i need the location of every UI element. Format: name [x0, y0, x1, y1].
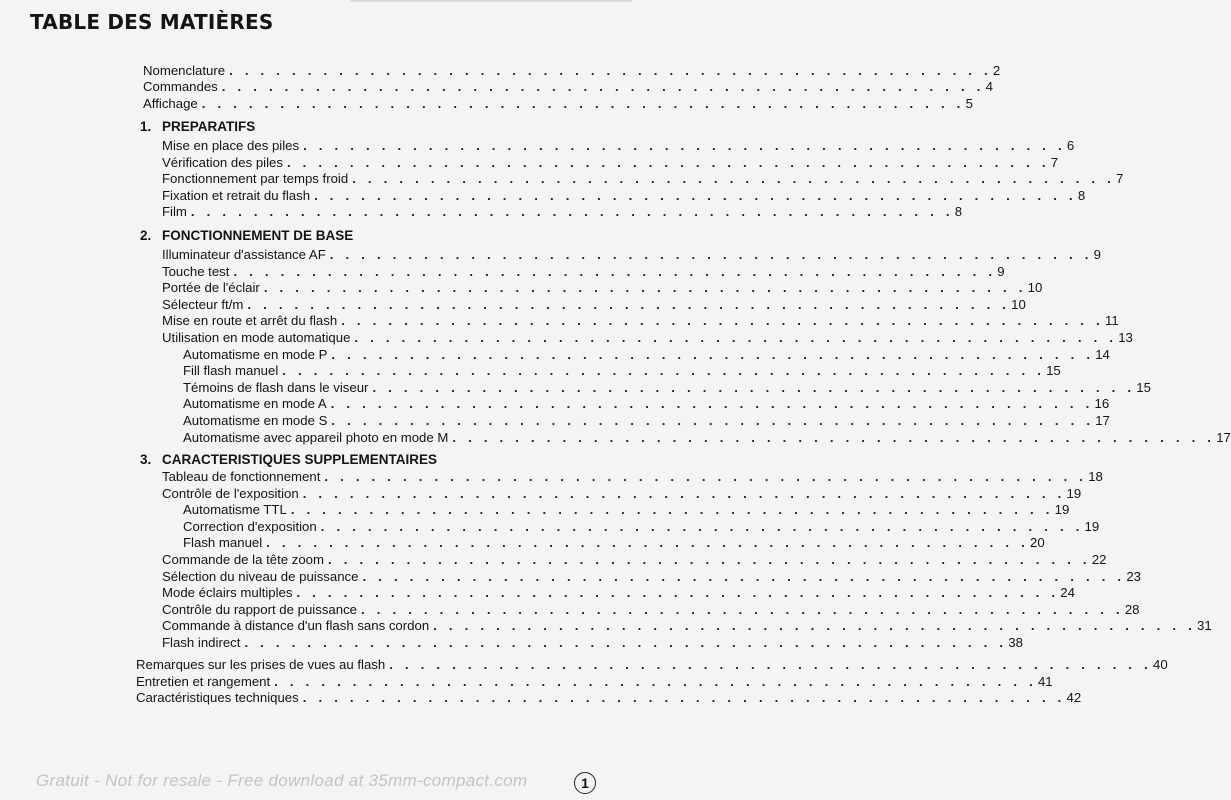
toc-entry	[162, 602, 1140, 618]
toc-entry-label: Utilisation en mode automatique	[162, 330, 351, 345]
dot-leader: . . . . . . . . . . . . . . . . . . . . . . . . . . . . . . . . . . . . . . . . . . . . . . . . .	[274, 674, 1037, 689]
toc-entry-page: 41	[1037, 674, 1053, 689]
toc-entry	[183, 535, 1045, 551]
toc-entry-label: Affichage	[143, 96, 198, 111]
toc-entry	[162, 618, 1212, 634]
dot-leader: . . . . . . . . . . . . . . . . . . . . . . . . . . . . . . . . . . . . . . . . . . . . . . . . .	[320, 519, 1084, 534]
toc-entry	[162, 264, 1005, 280]
toc-entry-label: Portée de l'éclair	[162, 280, 260, 295]
toc-entry-page: 14	[1095, 347, 1110, 362]
toc-entry-page: 24	[1060, 585, 1075, 600]
toc-entry	[183, 347, 1110, 363]
dot-leader: . . . . . . . . . . . . . . . . . . . . . . . . . . . . . . . . . . . . . . . . . . . . . . . . .	[341, 313, 1105, 328]
toc-entry-label: Flash indirect	[162, 635, 241, 650]
toc-entry	[183, 396, 1110, 412]
toc-entry-label: Commande de la tête zoom	[162, 552, 324, 567]
toc-entry	[162, 247, 1101, 263]
toc-entry-label: Film	[162, 204, 187, 219]
toc-entry-page: 22	[1091, 552, 1107, 567]
toc-entry-label: Tableau de fonctionnement	[162, 469, 321, 484]
toc-entry-label: Nomenclature	[143, 63, 226, 78]
dot-leader: . . . . . . . . . . . . . . . . . . . . . . . . . . . . . . . . . . . . . . . . . . . . . . . . .	[352, 171, 1115, 186]
toc-entry-page: 16	[1094, 396, 1110, 411]
toc-entry	[162, 155, 1059, 171]
toc-entry-page: 4	[985, 79, 993, 94]
dot-leader: . . . . . . . . . . . . . . . . . . . . . . . . . . . . . . . . . . . . . . . . . . . . . . . . .	[247, 297, 1011, 312]
toc-entry-page: 28	[1124, 602, 1140, 617]
toc-entry-label: Sélection du niveau de puissance	[162, 569, 359, 584]
dot-leader: . . . . . . . . . . . . . . . . . . . . . . . . . . . . . . . . . . . . . . . . . . . . . . . . .	[331, 347, 1095, 362]
dot-leader: . . . . . . . . . . . . . . . . . . . . . . . . . . . . . . . . . . . . . . . . . . . . . . . . .	[389, 657, 1153, 672]
toc-entry-label: Sélecteur ft/m	[162, 297, 244, 312]
toc-entry	[162, 585, 1075, 601]
dot-leader: . . . . . . . . . . . . . . . . . . . . . . . . . . . . . . . . . . . . . . . . . . . . . . . . .	[282, 363, 1046, 378]
toc-entry-label: Témoins de flash dans le viseur	[183, 380, 369, 395]
toc-entry-page: 8	[1077, 188, 1086, 203]
toc-entry-label: Mise en route et arrêt du flash	[162, 313, 338, 328]
toc-entry-label: Commande à distance d'un flash sans cordon	[162, 618, 430, 633]
dot-leader: . . . . . . . . . . . . . . . . . . . . . . . . . . . . . . . . . . . . . . . . . . . . . . . . .	[229, 63, 992, 78]
toc-entry-label: Fixation et retrait du flash	[162, 188, 311, 203]
section-heading	[140, 118, 255, 136]
toc-entry-page: 8	[954, 204, 963, 219]
toc-entry-page: 5	[965, 96, 973, 111]
dot-leader: . . . . . . . . . . . . . . . . . . . . . . . . . . . . . . . . . . . . . . . . . . . . . . . . .	[330, 396, 1094, 411]
toc-entry-label: Caractéristiques techniques	[136, 690, 299, 705]
dot-leader: . . . . . . . . . . . . . . . . . . . . . . . . . . . . . . . . . . . . . . . . . . . . . . . . .	[286, 155, 1050, 170]
toc-entry-label: Automatisme TTL	[183, 502, 287, 517]
toc-entry-page: 19	[1066, 486, 1082, 501]
toc-entry-label: Flash manuel	[183, 535, 263, 550]
dot-leader: . . . . . . . . . . . . . . . . . . . . . . . . . . . . . . . . . . . . . . . . . . . . . . . . .	[361, 602, 1124, 617]
toc-entry-label: Illuminateur d'assistance AF	[162, 247, 326, 262]
toc-entry-page: 11	[1105, 313, 1119, 328]
toc-entry-label: Fill flash manuel	[183, 363, 279, 378]
dot-leader: . . . . . . . . . . . . . . . . . . . . . . . . . . . . . . . . . . . . . . . . . . . . . . . . .	[290, 502, 1054, 517]
toc-entry	[162, 171, 1124, 187]
toc-entry	[162, 313, 1119, 329]
toc-entry-page: 6	[1066, 138, 1075, 153]
toc-entry-label: Correction d'exposition	[183, 519, 317, 534]
dot-leader: . . . . . . . . . . . . . . . . . . . . . . . . . . . . . . . . . . . . . . . . . . . . . . . . .	[244, 635, 1008, 650]
toc-entry	[162, 188, 1086, 204]
dot-leader: . . . . . . . . . . . . . . . . . . . . . . . . . . . . . . . . . . . . . . . . . . . . . . . . .	[331, 413, 1095, 428]
section-number: 1.	[140, 119, 152, 134]
toc-entry-label: Touche test	[162, 264, 230, 279]
toc-entry-label: Commandes	[143, 79, 218, 94]
toc-entry-label: Automatisme en mode P	[183, 347, 328, 362]
toc-entry	[162, 552, 1107, 568]
toc-entry	[162, 469, 1103, 485]
toc-entry-page: 23	[1126, 569, 1141, 584]
dot-leader: . . . . . . . . . . . . . . . . . . . . . . . . . . . . . . . . . . . . . . . . . . . . . . . . .	[433, 618, 1196, 633]
dot-leader: . . . . . . . . . . . . . . . . . . . . . . . . . . . . . . . . . . . . . . . . . . . . . . . . .	[263, 280, 1027, 295]
dot-leader: . . . . . . . . . . . . . . . . . . . . . . . . . . . . . . . . . . . . . . . . . . . . . . . . .	[302, 690, 1066, 705]
toc-entry-label: Entretien et rangement	[136, 674, 271, 689]
toc-entry	[162, 204, 963, 220]
toc-entry	[162, 635, 1023, 651]
toc-entry-label: Contrôle du rapport de puissance	[162, 602, 358, 617]
watermark-footer: Gratuit - Not for resale - Free download at 35mm-compact.com	[36, 771, 528, 790]
toc-entry-page: 42	[1066, 690, 1082, 705]
toc-entry-page: 9	[997, 264, 1005, 279]
toc-entry-page: 40	[1153, 657, 1168, 672]
toc-entry	[162, 138, 1075, 154]
toc-entry	[183, 380, 1151, 396]
section-title: PREPARATIFS	[162, 119, 256, 134]
toc-entry	[143, 96, 973, 112]
dot-leader: . . . . . . . . . . . . . . . . . . . . . . . . . . . . . . . . . . . . . . . . . . . . . . . . .	[452, 430, 1216, 445]
dot-leader: . . . . . . . . . . . . . . . . . . . . . . . . . . . . . . . . . . . . . . . . . . . . . . . . .	[362, 569, 1126, 584]
toc-entry	[136, 674, 1053, 690]
section-number: 2.	[140, 228, 152, 243]
dot-leader: . . . . . . . . . . . . . . . . . . . . . . . . . . . . . . . . . . . . . . . . . . . . . . . . .	[266, 535, 1029, 550]
toc-entry-page: 19	[1054, 502, 1070, 517]
toc-entry-page: 17	[1216, 430, 1231, 445]
toc-entry-label: Mise en place des piles	[162, 138, 300, 153]
toc-entry-label: Automatisme avec appareil photo en mode M	[183, 430, 449, 445]
section-heading	[140, 451, 437, 469]
dot-leader: . . . . . . . . . . . . . . . . . . . . . . . . . . . . . . . . . . . . . . . . . . . . . . . . .	[314, 188, 1077, 203]
section-number: 3.	[140, 452, 152, 467]
dot-leader: . . . . . . . . . . . . . . . . . . . . . . . . . . . . . . . . . . . . . . . . . . . . . . . . .	[328, 552, 1091, 567]
toc-entry-label: Vérification des piles	[162, 155, 283, 170]
page-number: 1	[574, 772, 596, 794]
toc-entry	[162, 330, 1133, 346]
toc-entry	[183, 363, 1061, 379]
toc-entry	[183, 519, 1100, 535]
toc-entry	[136, 690, 1082, 706]
toc-entry	[143, 79, 993, 95]
toc-entry-page: 19	[1084, 519, 1100, 534]
toc-entry	[183, 430, 1231, 446]
toc-entry-page: 7	[1050, 155, 1059, 170]
toc-entry-page: 2	[992, 63, 1001, 78]
toc-entry-page: 31	[1196, 618, 1212, 633]
toc-entry-label: Remarques sur les prises de vues au flash	[136, 657, 386, 672]
toc-entry-page: 10	[1011, 297, 1026, 312]
toc-entry-page: 38	[1008, 635, 1023, 650]
dot-leader: . . . . . . . . . . . . . . . . . . . . . . . . . . . . . . . . . . . . . . . . . . . . . . . . .	[221, 79, 985, 94]
section-heading	[140, 227, 353, 245]
section-title: FONCTIONNEMENT DE BASE	[162, 228, 354, 243]
toc-entry-page: 10	[1027, 280, 1043, 295]
toc-entry	[162, 280, 1043, 296]
dot-leader: . . . . . . . . . . . . . . . . . . . . . . . . . . . . . . . . . . . . . . . . . . . . . . . . .	[329, 247, 1093, 262]
toc-entry-label: Fonctionnement par temps froid	[162, 171, 349, 186]
dot-leader: . . . . . . . . . . . . . . . . . . . . . . . . . . . . . . . . . . . . . . . . . . . . . . . . .	[201, 96, 965, 111]
toc-entry	[136, 657, 1168, 673]
page-title: TABLE DES MATIÈRES	[30, 10, 274, 34]
dot-leader: . . . . . . . . . . . . . . . . . . . . . . . . . . . . . . . . . . . . . . . . . . . . . . . . .	[372, 380, 1136, 395]
toc-entry-label: Mode éclairs multiples	[162, 585, 293, 600]
toc-entry-page: 20	[1029, 535, 1045, 550]
toc-entry-page: 9	[1093, 247, 1101, 262]
toc-entry	[183, 502, 1070, 518]
toc-entry	[183, 413, 1110, 429]
section-title: CARACTERISTIQUES SUPPLEMENTAIRES	[162, 452, 438, 467]
dot-leader: . . . . . . . . . . . . . . . . . . . . . . . . . . . . . . . . . . . . . . . . . . . . . . . . .	[303, 138, 1066, 153]
dot-leader: . . . . . . . . . . . . . . . . . . . . . . . . . . . . . . . . . . . . . . . . . . . . . . . . .	[296, 585, 1060, 600]
toc-entry-page: 18	[1088, 469, 1103, 484]
toc-entry-page: 7	[1116, 171, 1124, 186]
dot-leader: . . . . . . . . . . . . . . . . . . . . . . . . . . . . . . . . . . . . . . . . . . . . . . . . .	[233, 264, 997, 279]
toc-entry-page: 17	[1095, 413, 1110, 428]
dot-leader: . . . . . . . . . . . . . . . . . . . . . . . . . . . . . . . . . . . . . . . . . . . . . . . . .	[354, 330, 1118, 345]
toc-entry-page: 15	[1136, 380, 1151, 395]
dot-leader: . . . . . . . . . . . . . . . . . . . . . . . . . . . . . . . . . . . . . . . . . . . . . . . . .	[324, 469, 1088, 484]
toc-entry-label: Automatisme en mode S	[183, 413, 328, 428]
toc-entry-label: Automatisme en mode A	[183, 396, 327, 411]
toc-entry	[162, 297, 1026, 313]
toc-entry	[162, 486, 1082, 502]
dot-leader: . . . . . . . . . . . . . . . . . . . . . . . . . . . . . . . . . . . . . . . . . . . . . . . . .	[190, 204, 954, 219]
toc-entry-page: 13	[1118, 330, 1133, 345]
toc-entry-page: 15	[1046, 363, 1061, 378]
toc-entry	[162, 569, 1141, 585]
dot-leader: . . . . . . . . . . . . . . . . . . . . . . . . . . . . . . . . . . . . . . . . . . . . . . . . .	[302, 486, 1066, 501]
toc-entry	[143, 63, 1001, 79]
toc-entry-label: Contrôle de l'exposition	[162, 486, 299, 501]
